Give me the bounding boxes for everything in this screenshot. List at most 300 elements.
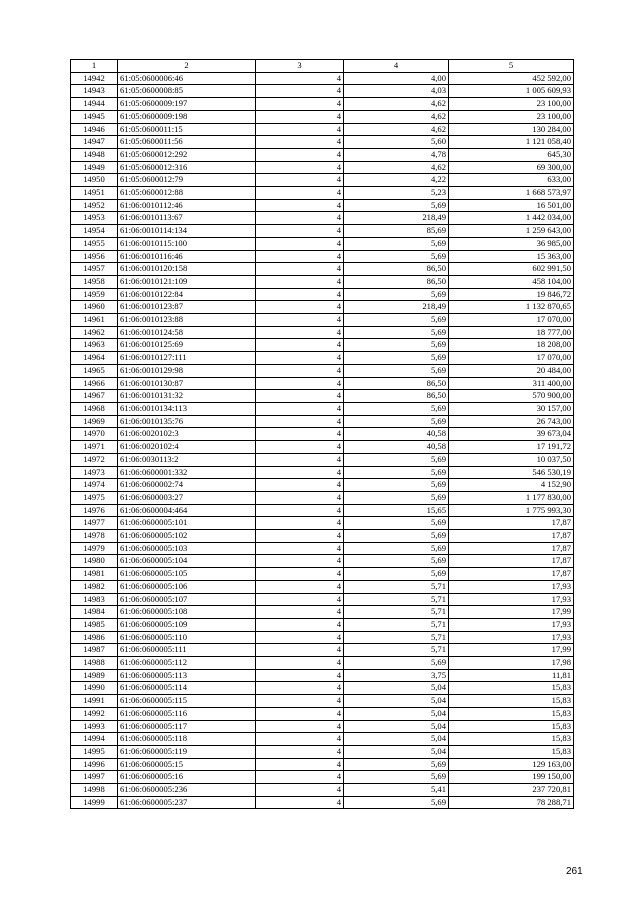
row-number-cell: 14967 bbox=[71, 390, 118, 403]
row-number-cell: 14962 bbox=[71, 326, 118, 339]
cadastral-number-cell: 61:06:0010124:58 bbox=[118, 326, 256, 339]
rate-cell: 5,71 bbox=[344, 606, 449, 619]
table-row bbox=[71, 707, 574, 720]
row-number-cell: 14968 bbox=[71, 402, 118, 415]
cadastral-number-cell: 61:05:0600011:15 bbox=[118, 123, 256, 136]
rate-cell: 5,69 bbox=[344, 364, 449, 377]
cadastral-number-cell: 61:06:0010120:158 bbox=[118, 263, 256, 276]
group-cell: 4 bbox=[256, 784, 344, 797]
value-cell: 18 777,00 bbox=[449, 326, 574, 339]
cadastral-number-cell: 61:06:0600005:15 bbox=[118, 758, 256, 771]
group-cell: 4 bbox=[256, 491, 344, 504]
cadastral-number-cell: 61:06:0010123:87 bbox=[118, 301, 256, 314]
rate-cell: 4,62 bbox=[344, 98, 449, 111]
value-cell: 1 177 830,00 bbox=[449, 491, 574, 504]
row-number-cell: 14974 bbox=[71, 479, 118, 492]
rate-cell: 5,04 bbox=[344, 707, 449, 720]
value-cell: 30 157,00 bbox=[449, 402, 574, 415]
rate-cell: 86,50 bbox=[344, 275, 449, 288]
row-number-cell: 14988 bbox=[71, 657, 118, 670]
value-cell: 17,87 bbox=[449, 542, 574, 555]
table-row bbox=[71, 784, 574, 797]
table-row bbox=[71, 580, 574, 593]
rate-cell: 5,69 bbox=[344, 796, 449, 809]
row-number-cell: 14960 bbox=[71, 301, 118, 314]
header-row bbox=[71, 60, 574, 73]
group-cell: 4 bbox=[256, 733, 344, 746]
group-cell: 4 bbox=[256, 568, 344, 581]
group-cell: 4 bbox=[256, 98, 344, 111]
value-cell: 20 484,00 bbox=[449, 364, 574, 377]
rate-cell: 5,69 bbox=[344, 466, 449, 479]
rate-cell: 5,69 bbox=[344, 657, 449, 670]
rate-cell: 5,71 bbox=[344, 644, 449, 657]
row-number-cell: 14945 bbox=[71, 110, 118, 123]
value-cell: 645,30 bbox=[449, 148, 574, 161]
table-row bbox=[71, 593, 574, 606]
group-cell: 4 bbox=[256, 250, 344, 263]
value-cell: 17,87 bbox=[449, 530, 574, 543]
column-header-2: 2 bbox=[118, 60, 256, 73]
row-number-cell: 14944 bbox=[71, 98, 118, 111]
value-cell: 17 070,00 bbox=[449, 314, 574, 327]
table-row bbox=[71, 441, 574, 454]
row-number-cell: 14946 bbox=[71, 123, 118, 136]
cadastral-number-cell: 61:06:0600005:111 bbox=[118, 644, 256, 657]
cadastral-number-cell: 61:05:0600012:292 bbox=[118, 148, 256, 161]
row-number-cell: 14992 bbox=[71, 707, 118, 720]
table-row bbox=[71, 415, 574, 428]
group-cell: 4 bbox=[256, 377, 344, 390]
value-cell: 26 743,00 bbox=[449, 415, 574, 428]
table-row bbox=[71, 225, 574, 238]
rate-cell: 5,69 bbox=[344, 555, 449, 568]
rate-cell: 5,69 bbox=[344, 237, 449, 250]
cadastral-number-cell: 61:06:0600005:113 bbox=[118, 669, 256, 682]
cadastral-number-cell: 61:06:0020102:3 bbox=[118, 428, 256, 441]
rate-cell: 4,78 bbox=[344, 148, 449, 161]
group-cell: 4 bbox=[256, 110, 344, 123]
value-cell: 15,83 bbox=[449, 720, 574, 733]
group-cell: 4 bbox=[256, 161, 344, 174]
cadastral-number-cell: 61:06:0010135:76 bbox=[118, 415, 256, 428]
cadastral-number-cell: 61:06:0020102:4 bbox=[118, 441, 256, 454]
cadastral-number-cell: 61:06:0600005:115 bbox=[118, 695, 256, 708]
value-cell: 78 288,71 bbox=[449, 796, 574, 809]
cadastral-number-cell: 61:06:0600004:464 bbox=[118, 504, 256, 517]
rate-cell: 40,58 bbox=[344, 428, 449, 441]
rate-cell: 5,69 bbox=[344, 352, 449, 365]
cadastral-number-cell: 61:06:0010127:111 bbox=[118, 352, 256, 365]
cadastral-number-cell: 61:06:0600005:110 bbox=[118, 631, 256, 644]
group-cell: 4 bbox=[256, 580, 344, 593]
table-row bbox=[71, 631, 574, 644]
row-number-cell: 14957 bbox=[71, 263, 118, 276]
data-table bbox=[70, 59, 574, 809]
group-cell: 4 bbox=[256, 441, 344, 454]
group-cell: 4 bbox=[256, 796, 344, 809]
value-cell: 69 300,00 bbox=[449, 161, 574, 174]
value-cell: 311 400,00 bbox=[449, 377, 574, 390]
cadastral-number-cell: 61:05:0600006:46 bbox=[118, 72, 256, 85]
value-cell: 17,87 bbox=[449, 517, 574, 530]
cadastral-number-cell: 61:05:0600008:85 bbox=[118, 85, 256, 98]
table-row bbox=[71, 796, 574, 809]
value-cell: 17,98 bbox=[449, 657, 574, 670]
rate-cell: 5,23 bbox=[344, 187, 449, 200]
row-number-cell: 14950 bbox=[71, 174, 118, 187]
row-number-cell: 14984 bbox=[71, 606, 118, 619]
value-cell: 17,87 bbox=[449, 568, 574, 581]
rate-cell: 5,71 bbox=[344, 618, 449, 631]
group-cell: 4 bbox=[256, 174, 344, 187]
group-cell: 4 bbox=[256, 466, 344, 479]
row-number-cell: 14958 bbox=[71, 275, 118, 288]
rate-cell: 5,69 bbox=[344, 771, 449, 784]
value-cell: 452 592,00 bbox=[449, 72, 574, 85]
table-row bbox=[71, 758, 574, 771]
table-row bbox=[71, 110, 574, 123]
rate-cell: 5,69 bbox=[344, 288, 449, 301]
cadastral-number-cell: 61:06:0010116:46 bbox=[118, 250, 256, 263]
group-cell: 4 bbox=[256, 695, 344, 708]
table-row bbox=[71, 720, 574, 733]
rate-cell: 5,60 bbox=[344, 136, 449, 149]
cadastral-number-cell: 61:06:0010121:109 bbox=[118, 275, 256, 288]
group-cell: 4 bbox=[256, 352, 344, 365]
value-cell: 23 100,00 bbox=[449, 98, 574, 111]
cadastral-number-cell: 61:05:0600011:56 bbox=[118, 136, 256, 149]
group-cell: 4 bbox=[256, 479, 344, 492]
value-cell: 17,87 bbox=[449, 555, 574, 568]
table-row bbox=[71, 669, 574, 682]
rate-cell: 5,69 bbox=[344, 517, 449, 530]
value-cell: 602 991,50 bbox=[449, 263, 574, 276]
cadastral-number-cell: 61:06:0600005:102 bbox=[118, 530, 256, 543]
table-row bbox=[71, 453, 574, 466]
group-cell: 4 bbox=[256, 237, 344, 250]
value-cell: 4 152,90 bbox=[449, 479, 574, 492]
row-number-cell: 14970 bbox=[71, 428, 118, 441]
value-cell: 17 070,00 bbox=[449, 352, 574, 365]
row-number-cell: 14999 bbox=[71, 796, 118, 809]
table-row bbox=[71, 352, 574, 365]
table-row bbox=[71, 237, 574, 250]
table-row bbox=[71, 606, 574, 619]
value-cell: 15 363,00 bbox=[449, 250, 574, 263]
table-row bbox=[71, 479, 574, 492]
rate-cell: 5,71 bbox=[344, 593, 449, 606]
table-row bbox=[71, 275, 574, 288]
rate-cell: 5,69 bbox=[344, 453, 449, 466]
rate-cell: 5,71 bbox=[344, 631, 449, 644]
row-number-cell: 14990 bbox=[71, 682, 118, 695]
cadastral-number-cell: 61:06:0010130:87 bbox=[118, 377, 256, 390]
row-number-cell: 14993 bbox=[71, 720, 118, 733]
value-cell: 17 191,72 bbox=[449, 441, 574, 454]
page-number: 261 bbox=[566, 866, 583, 877]
row-number-cell: 14971 bbox=[71, 441, 118, 454]
table-row bbox=[71, 542, 574, 555]
table-row bbox=[71, 250, 574, 263]
table-row bbox=[71, 136, 574, 149]
table-row bbox=[71, 187, 574, 200]
value-cell: 1 442 034,00 bbox=[449, 212, 574, 225]
group-cell: 4 bbox=[256, 428, 344, 441]
group-cell: 4 bbox=[256, 364, 344, 377]
row-number-cell: 14997 bbox=[71, 771, 118, 784]
column-header-3: 3 bbox=[256, 60, 344, 73]
row-number-cell: 14973 bbox=[71, 466, 118, 479]
rate-cell: 5,69 bbox=[344, 199, 449, 212]
value-cell: 1 259 643,00 bbox=[449, 225, 574, 238]
cadastral-number-cell: 61:06:0600005:117 bbox=[118, 720, 256, 733]
column-header-5: 5 bbox=[449, 60, 574, 73]
table-row bbox=[71, 618, 574, 631]
cadastral-number-cell: 61:06:0600005:106 bbox=[118, 580, 256, 593]
rate-cell: 5,71 bbox=[344, 580, 449, 593]
value-cell: 570 900,00 bbox=[449, 390, 574, 403]
group-cell: 4 bbox=[256, 504, 344, 517]
column-header-1: 1 bbox=[71, 60, 118, 73]
value-cell: 15,83 bbox=[449, 707, 574, 720]
row-number-cell: 14991 bbox=[71, 695, 118, 708]
value-cell: 1 668 573,97 bbox=[449, 187, 574, 200]
group-cell: 4 bbox=[256, 402, 344, 415]
cadastral-number-cell: 61:06:0600005:16 bbox=[118, 771, 256, 784]
row-number-cell: 14955 bbox=[71, 237, 118, 250]
table-row bbox=[71, 402, 574, 415]
rate-cell: 218,49 bbox=[344, 301, 449, 314]
table-row bbox=[71, 326, 574, 339]
row-number-cell: 14951 bbox=[71, 187, 118, 200]
cadastral-number-cell: 61:06:0600005:103 bbox=[118, 542, 256, 555]
group-cell: 4 bbox=[256, 542, 344, 555]
table-row bbox=[71, 72, 574, 85]
table-row bbox=[71, 148, 574, 161]
table-row bbox=[71, 85, 574, 98]
row-number-cell: 14978 bbox=[71, 530, 118, 543]
rate-cell: 4,62 bbox=[344, 110, 449, 123]
value-cell: 19 846,72 bbox=[449, 288, 574, 301]
group-cell: 4 bbox=[256, 263, 344, 276]
row-number-cell: 14952 bbox=[71, 199, 118, 212]
cadastral-number-cell: 61:06:0600005:116 bbox=[118, 707, 256, 720]
rate-cell: 5,69 bbox=[344, 339, 449, 352]
cadastral-number-cell: 61:05:0600009:197 bbox=[118, 98, 256, 111]
cadastral-number-cell: 61:05:0600012:79 bbox=[118, 174, 256, 187]
group-cell: 4 bbox=[256, 453, 344, 466]
table-row bbox=[71, 657, 574, 670]
rate-cell: 5,69 bbox=[344, 402, 449, 415]
table-row bbox=[71, 682, 574, 695]
value-cell: 17,93 bbox=[449, 593, 574, 606]
group-cell: 4 bbox=[256, 644, 344, 657]
cadastral-number-cell: 61:06:0010115:100 bbox=[118, 237, 256, 250]
rate-cell: 4,62 bbox=[344, 123, 449, 136]
group-cell: 4 bbox=[256, 669, 344, 682]
table-row bbox=[71, 212, 574, 225]
cadastral-number-cell: 61:06:0600005:108 bbox=[118, 606, 256, 619]
table-row bbox=[71, 568, 574, 581]
rate-cell: 3,75 bbox=[344, 669, 449, 682]
cadastral-number-cell: 61:06:0010125:69 bbox=[118, 339, 256, 352]
cadastral-number-cell: 61:06:0600005:104 bbox=[118, 555, 256, 568]
table-row bbox=[71, 301, 574, 314]
group-cell: 4 bbox=[256, 225, 344, 238]
row-number-cell: 14956 bbox=[71, 250, 118, 263]
table-row bbox=[71, 517, 574, 530]
row-number-cell: 14949 bbox=[71, 161, 118, 174]
table-row bbox=[71, 771, 574, 784]
cadastral-number-cell: 61:05:0600009:198 bbox=[118, 110, 256, 123]
value-cell: 15,83 bbox=[449, 733, 574, 746]
row-number-cell: 14943 bbox=[71, 85, 118, 98]
value-cell: 15,83 bbox=[449, 695, 574, 708]
rate-cell: 5,04 bbox=[344, 745, 449, 758]
row-number-cell: 14977 bbox=[71, 517, 118, 530]
rate-cell: 5,41 bbox=[344, 784, 449, 797]
value-cell: 17,99 bbox=[449, 606, 574, 619]
table-row bbox=[71, 199, 574, 212]
cadastral-number-cell: 61:06:0600005:112 bbox=[118, 657, 256, 670]
cadastral-number-cell: 61:06:0600005:119 bbox=[118, 745, 256, 758]
value-cell: 1 005 609,93 bbox=[449, 85, 574, 98]
cadastral-number-cell: 61:06:0600005:101 bbox=[118, 517, 256, 530]
value-cell: 199 150,00 bbox=[449, 771, 574, 784]
rate-cell: 5,04 bbox=[344, 733, 449, 746]
table-row bbox=[71, 263, 574, 276]
rate-cell: 5,69 bbox=[344, 758, 449, 771]
group-cell: 4 bbox=[256, 339, 344, 352]
rate-cell: 4,62 bbox=[344, 161, 449, 174]
table-body bbox=[71, 72, 574, 809]
rate-cell: 4,03 bbox=[344, 85, 449, 98]
group-cell: 4 bbox=[256, 85, 344, 98]
table-row bbox=[71, 288, 574, 301]
cadastral-number-cell: 61:05:0600012:88 bbox=[118, 187, 256, 200]
row-number-cell: 14975 bbox=[71, 491, 118, 504]
group-cell: 4 bbox=[256, 314, 344, 327]
table-row bbox=[71, 504, 574, 517]
group-cell: 4 bbox=[256, 657, 344, 670]
row-number-cell: 14972 bbox=[71, 453, 118, 466]
group-cell: 4 bbox=[256, 212, 344, 225]
table-row bbox=[71, 377, 574, 390]
value-cell: 17,93 bbox=[449, 580, 574, 593]
value-cell: 237 720,81 bbox=[449, 784, 574, 797]
value-cell: 17,93 bbox=[449, 618, 574, 631]
cadastral-number-cell: 61:06:0010122:84 bbox=[118, 288, 256, 301]
group-cell: 4 bbox=[256, 707, 344, 720]
group-cell: 4 bbox=[256, 187, 344, 200]
row-number-cell: 14983 bbox=[71, 593, 118, 606]
table-row bbox=[71, 339, 574, 352]
value-cell: 1 132 870,65 bbox=[449, 301, 574, 314]
row-number-cell: 14965 bbox=[71, 364, 118, 377]
table-row bbox=[71, 745, 574, 758]
table-row bbox=[71, 555, 574, 568]
group-cell: 4 bbox=[256, 199, 344, 212]
rate-cell: 5,69 bbox=[344, 530, 449, 543]
rate-cell: 5,69 bbox=[344, 491, 449, 504]
row-number-cell: 14981 bbox=[71, 568, 118, 581]
row-number-cell: 14995 bbox=[71, 745, 118, 758]
row-number-cell: 14942 bbox=[71, 72, 118, 85]
row-number-cell: 14948 bbox=[71, 148, 118, 161]
cadastral-number-cell: 61:06:0010129:98 bbox=[118, 364, 256, 377]
cadastral-number-cell: 61:06:0010113:67 bbox=[118, 212, 256, 225]
rate-cell: 4,22 bbox=[344, 174, 449, 187]
value-cell: 546 530,19 bbox=[449, 466, 574, 479]
row-number-cell: 14987 bbox=[71, 644, 118, 657]
group-cell: 4 bbox=[256, 301, 344, 314]
cadastral-number-cell: 61:06:0600005:107 bbox=[118, 593, 256, 606]
rate-cell: 86,50 bbox=[344, 390, 449, 403]
table-row bbox=[71, 174, 574, 187]
row-number-cell: 14966 bbox=[71, 377, 118, 390]
group-cell: 4 bbox=[256, 745, 344, 758]
value-cell: 15,83 bbox=[449, 745, 574, 758]
row-number-cell: 14954 bbox=[71, 225, 118, 238]
row-number-cell: 14996 bbox=[71, 758, 118, 771]
value-cell: 633,00 bbox=[449, 174, 574, 187]
value-cell: 1 775 993,30 bbox=[449, 504, 574, 517]
table-row bbox=[71, 428, 574, 441]
value-cell: 17,93 bbox=[449, 631, 574, 644]
group-cell: 4 bbox=[256, 758, 344, 771]
rate-cell: 85,69 bbox=[344, 225, 449, 238]
group-cell: 4 bbox=[256, 771, 344, 784]
row-number-cell: 14961 bbox=[71, 314, 118, 327]
table-row bbox=[71, 161, 574, 174]
cadastral-number-cell: 61:06:0600005:118 bbox=[118, 733, 256, 746]
row-number-cell: 14979 bbox=[71, 542, 118, 555]
group-cell: 4 bbox=[256, 326, 344, 339]
cadastral-number-cell: 61:06:0600003:27 bbox=[118, 491, 256, 504]
cadastral-number-cell: 61:06:0600002:74 bbox=[118, 479, 256, 492]
group-cell: 4 bbox=[256, 720, 344, 733]
rate-cell: 5,69 bbox=[344, 314, 449, 327]
group-cell: 4 bbox=[256, 555, 344, 568]
rate-cell: 86,50 bbox=[344, 377, 449, 390]
group-cell: 4 bbox=[256, 606, 344, 619]
value-cell: 23 100,00 bbox=[449, 110, 574, 123]
cadastral-number-cell: 61:06:0600005:114 bbox=[118, 682, 256, 695]
row-number-cell: 14963 bbox=[71, 339, 118, 352]
row-number-cell: 14976 bbox=[71, 504, 118, 517]
row-number-cell: 14985 bbox=[71, 618, 118, 631]
value-cell: 129 163,00 bbox=[449, 758, 574, 771]
row-number-cell: 14994 bbox=[71, 733, 118, 746]
group-cell: 4 bbox=[256, 390, 344, 403]
row-number-cell: 14998 bbox=[71, 784, 118, 797]
row-number-cell: 14969 bbox=[71, 415, 118, 428]
rate-cell: 15,65 bbox=[344, 504, 449, 517]
table-row bbox=[71, 98, 574, 111]
cadastral-number-cell: 61:06:0600005:109 bbox=[118, 618, 256, 631]
row-number-cell: 14980 bbox=[71, 555, 118, 568]
cadastral-number-cell: 61:06:0010131:32 bbox=[118, 390, 256, 403]
rate-cell: 5,04 bbox=[344, 695, 449, 708]
value-cell: 17,99 bbox=[449, 644, 574, 657]
cadastral-number-cell: 61:06:0600005:105 bbox=[118, 568, 256, 581]
group-cell: 4 bbox=[256, 530, 344, 543]
group-cell: 4 bbox=[256, 618, 344, 631]
value-cell: 39 673,04 bbox=[449, 428, 574, 441]
cadastral-number-cell: 61:06:0600001:332 bbox=[118, 466, 256, 479]
rate-cell: 5,69 bbox=[344, 415, 449, 428]
